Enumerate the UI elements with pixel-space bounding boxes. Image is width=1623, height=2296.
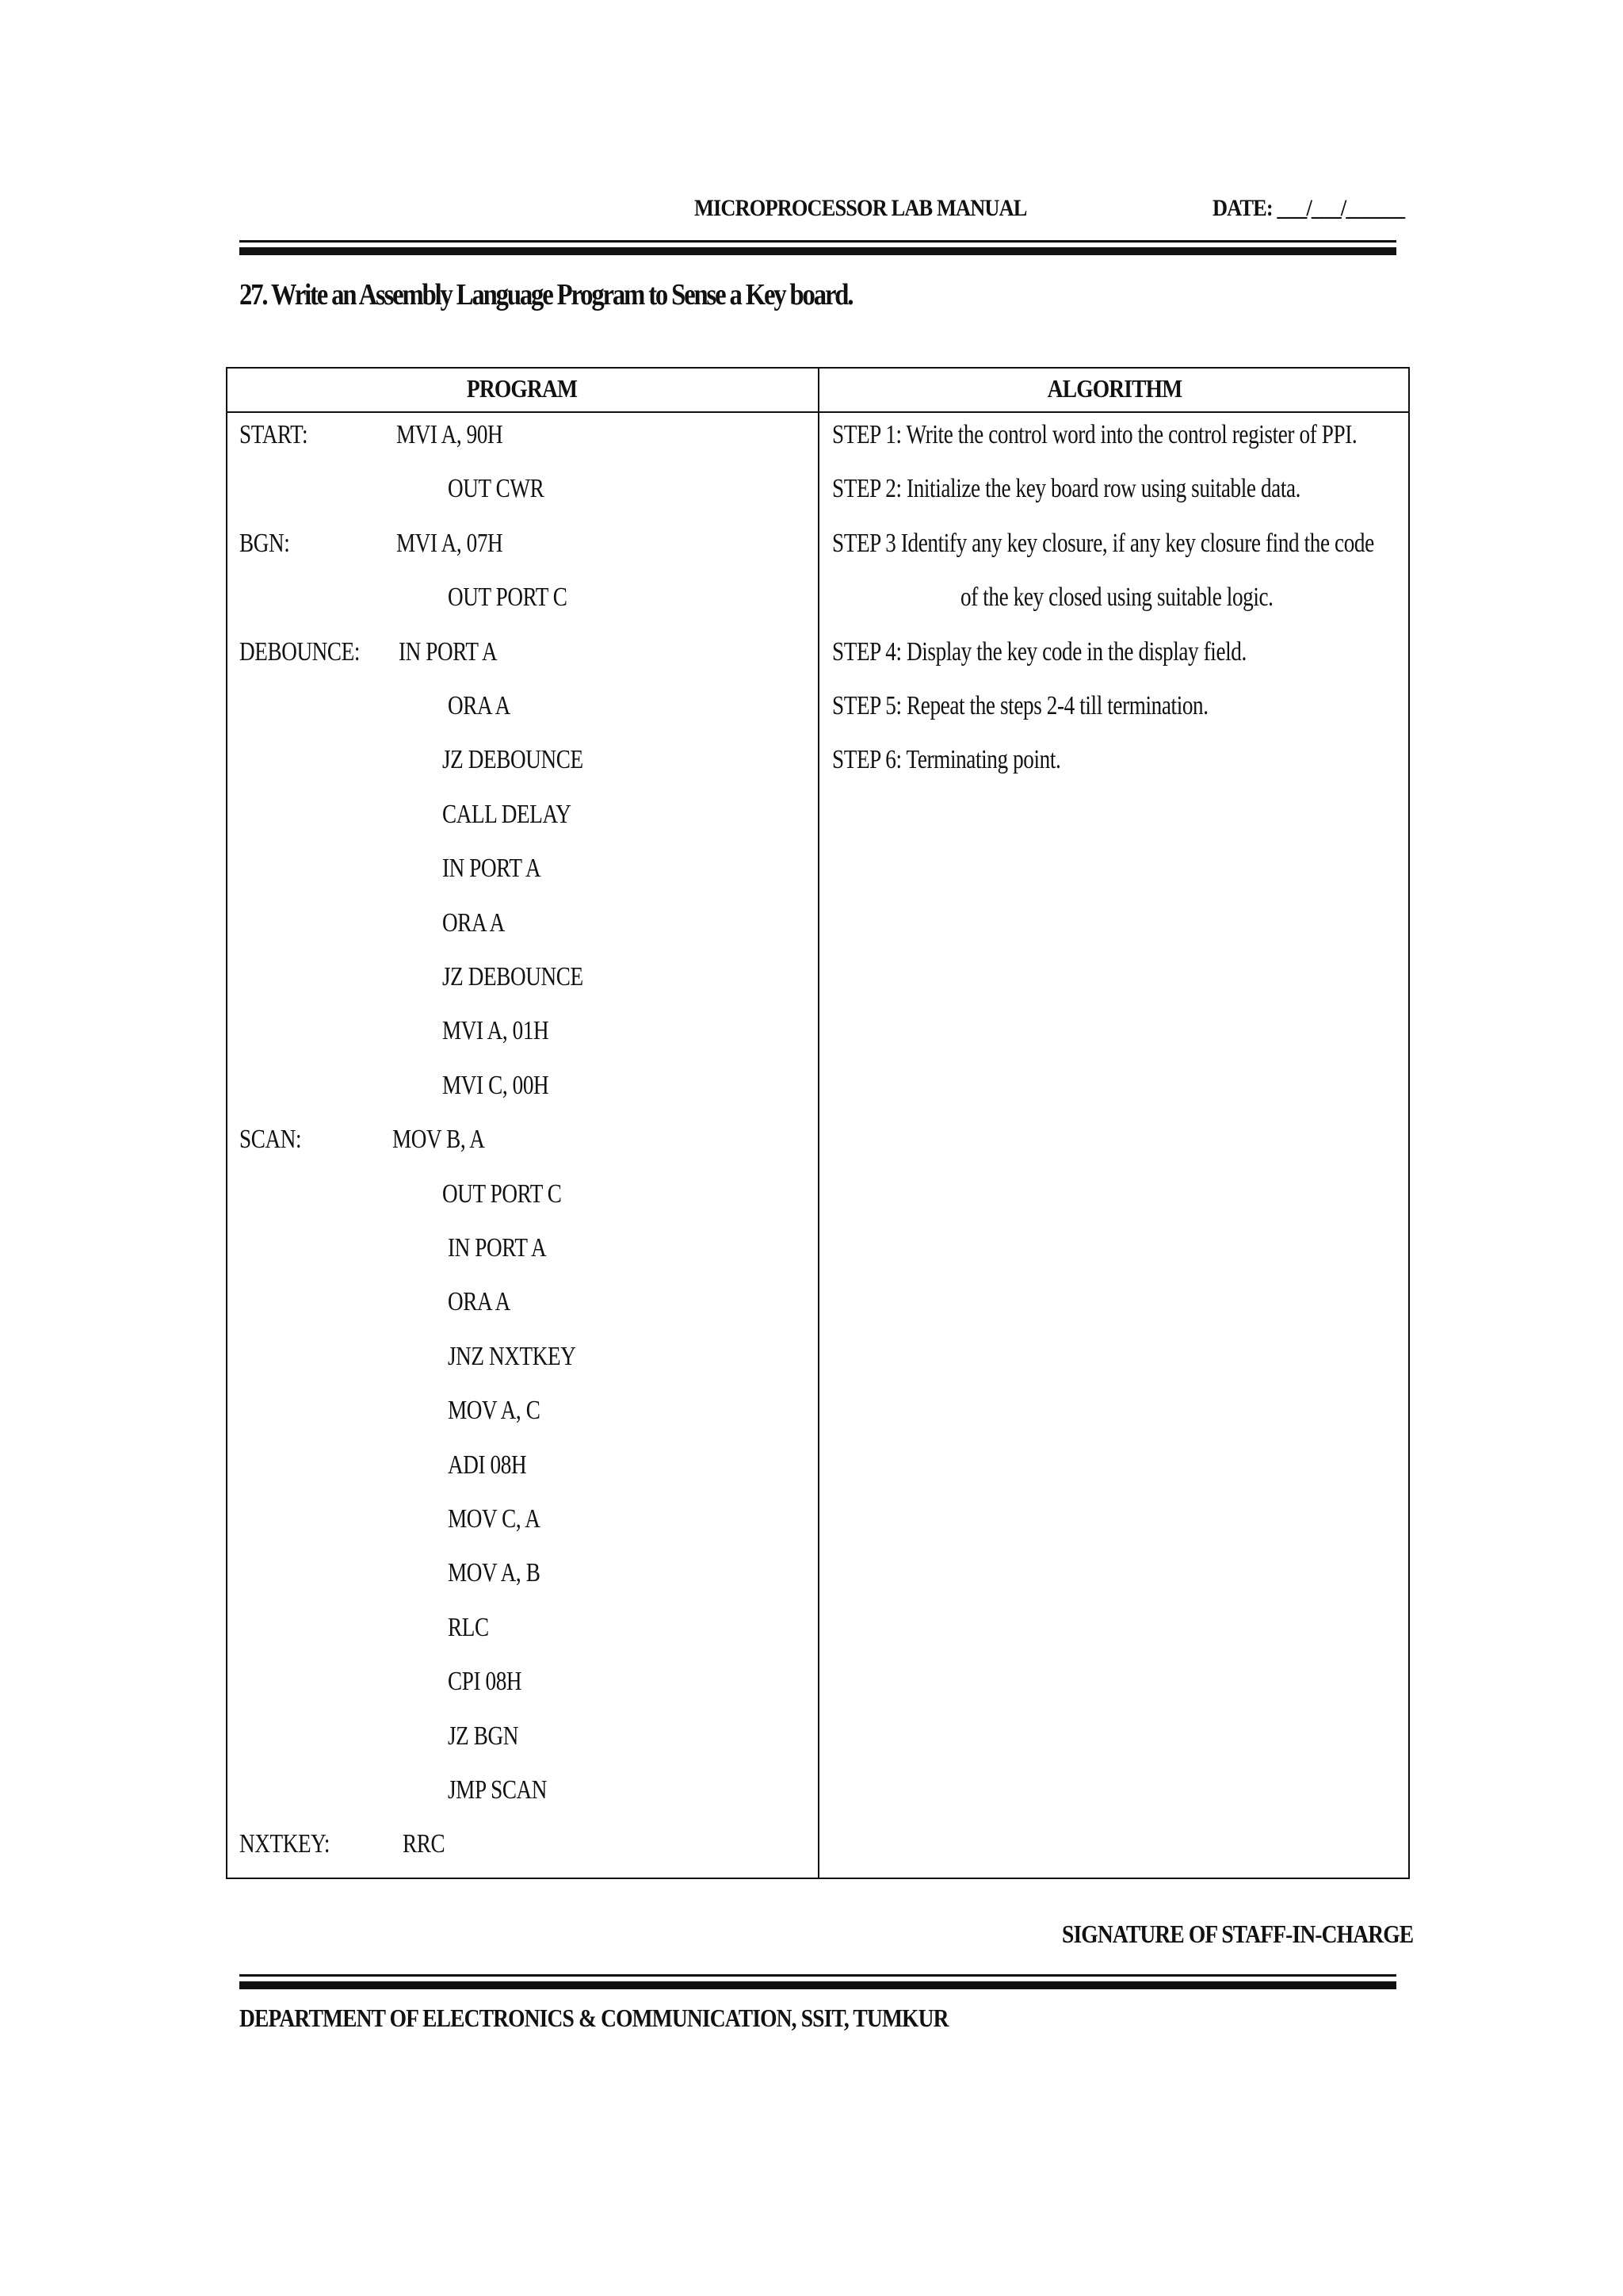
program-instruction: ORA A bbox=[448, 1287, 510, 1316]
program-instruction: JZ BGN bbox=[448, 1721, 519, 1751]
date-field: DATE: ___/___/______ bbox=[1212, 195, 1405, 221]
algorithm-step: STEP 4: Display the key code in the display field. bbox=[832, 637, 1247, 667]
algorithm-step: of the key closed using suitable logic. bbox=[960, 583, 1274, 612]
table-header-divider bbox=[226, 411, 1410, 413]
program-instruction: JZ DEBOUNCE bbox=[442, 745, 583, 774]
manual-title: MICROPROCESSOR LAB MANUAL bbox=[694, 195, 1027, 221]
program-instruction: OUT PORT C bbox=[448, 583, 567, 612]
program-instruction: MOV B, A bbox=[392, 1125, 485, 1154]
program-instruction: ORA A bbox=[442, 908, 505, 938]
program-instruction: MVI A, 07H bbox=[396, 529, 503, 558]
algorithm-step: STEP 5: Repeat the steps 2-4 till termination. bbox=[832, 691, 1209, 720]
program-instruction: JZ DEBOUNCE bbox=[442, 962, 583, 991]
program-instruction: RLC bbox=[448, 1613, 489, 1642]
program-instruction: ADI 08H bbox=[448, 1450, 527, 1480]
program-instruction: MVI A, 90H bbox=[396, 420, 503, 449]
program-label: SCAN: bbox=[239, 1125, 302, 1154]
algorithm-step: STEP 3 Identify any key closure, if any key closure find the code bbox=[832, 529, 1374, 558]
algorithm-heading: ALGORITHM bbox=[1047, 374, 1182, 403]
program-heading: PROGRAM bbox=[466, 374, 578, 403]
header-rule-thick bbox=[239, 247, 1396, 255]
program-instruction: MOV A, C bbox=[448, 1396, 540, 1425]
algorithm-step: STEP 1: Write the control word into the control register of PPI. bbox=[832, 420, 1358, 449]
program-instruction: CPI 08H bbox=[448, 1667, 522, 1696]
program-instruction: MVI C, 00H bbox=[442, 1071, 549, 1100]
algorithm-step: STEP 6: Terminating point. bbox=[832, 745, 1061, 774]
program-instruction: JNZ NXTKEY bbox=[448, 1342, 576, 1371]
question-title: 27. Write an Assembly Language Program to Sense a Key board. bbox=[239, 278, 853, 311]
table-column-divider bbox=[818, 367, 819, 1879]
footer-rule-thin bbox=[239, 1974, 1396, 1977]
department-footer: DEPARTMENT OF ELECTRONICS & COMMUNICATION, SSIT, TUMKUR bbox=[239, 2004, 949, 2032]
program-label: START: bbox=[239, 420, 308, 449]
program-instruction: CALL DELAY bbox=[442, 800, 571, 829]
program-instruction: ORA A bbox=[448, 691, 510, 720]
algorithm-step: STEP 2: Initialize the key board row using suitable data. bbox=[832, 474, 1301, 503]
program-instruction: JMP SCAN bbox=[448, 1775, 548, 1805]
program-instruction: MOV A, B bbox=[448, 1558, 540, 1587]
footer-rule-thick bbox=[239, 1981, 1396, 1989]
program-instruction: RRC bbox=[403, 1829, 445, 1859]
program-instruction: MVI A, 01H bbox=[442, 1016, 549, 1045]
program-label: BGN: bbox=[239, 529, 290, 558]
program-label: DEBOUNCE: bbox=[239, 637, 361, 667]
program-instruction: IN PORT A bbox=[442, 854, 541, 883]
program-instruction: IN PORT A bbox=[399, 637, 498, 667]
program-instruction: OUT PORT C bbox=[442, 1179, 562, 1209]
header-rule-thin bbox=[239, 240, 1396, 243]
program-label: NXTKEY: bbox=[239, 1829, 330, 1859]
program-instruction: OUT CWR bbox=[448, 474, 544, 503]
program-instruction: MOV C, A bbox=[448, 1504, 540, 1534]
staff-signature-label: SIGNATURE OF STAFF-IN-CHARGE bbox=[1062, 1920, 1414, 1948]
program-instruction: IN PORT A bbox=[448, 1233, 547, 1263]
